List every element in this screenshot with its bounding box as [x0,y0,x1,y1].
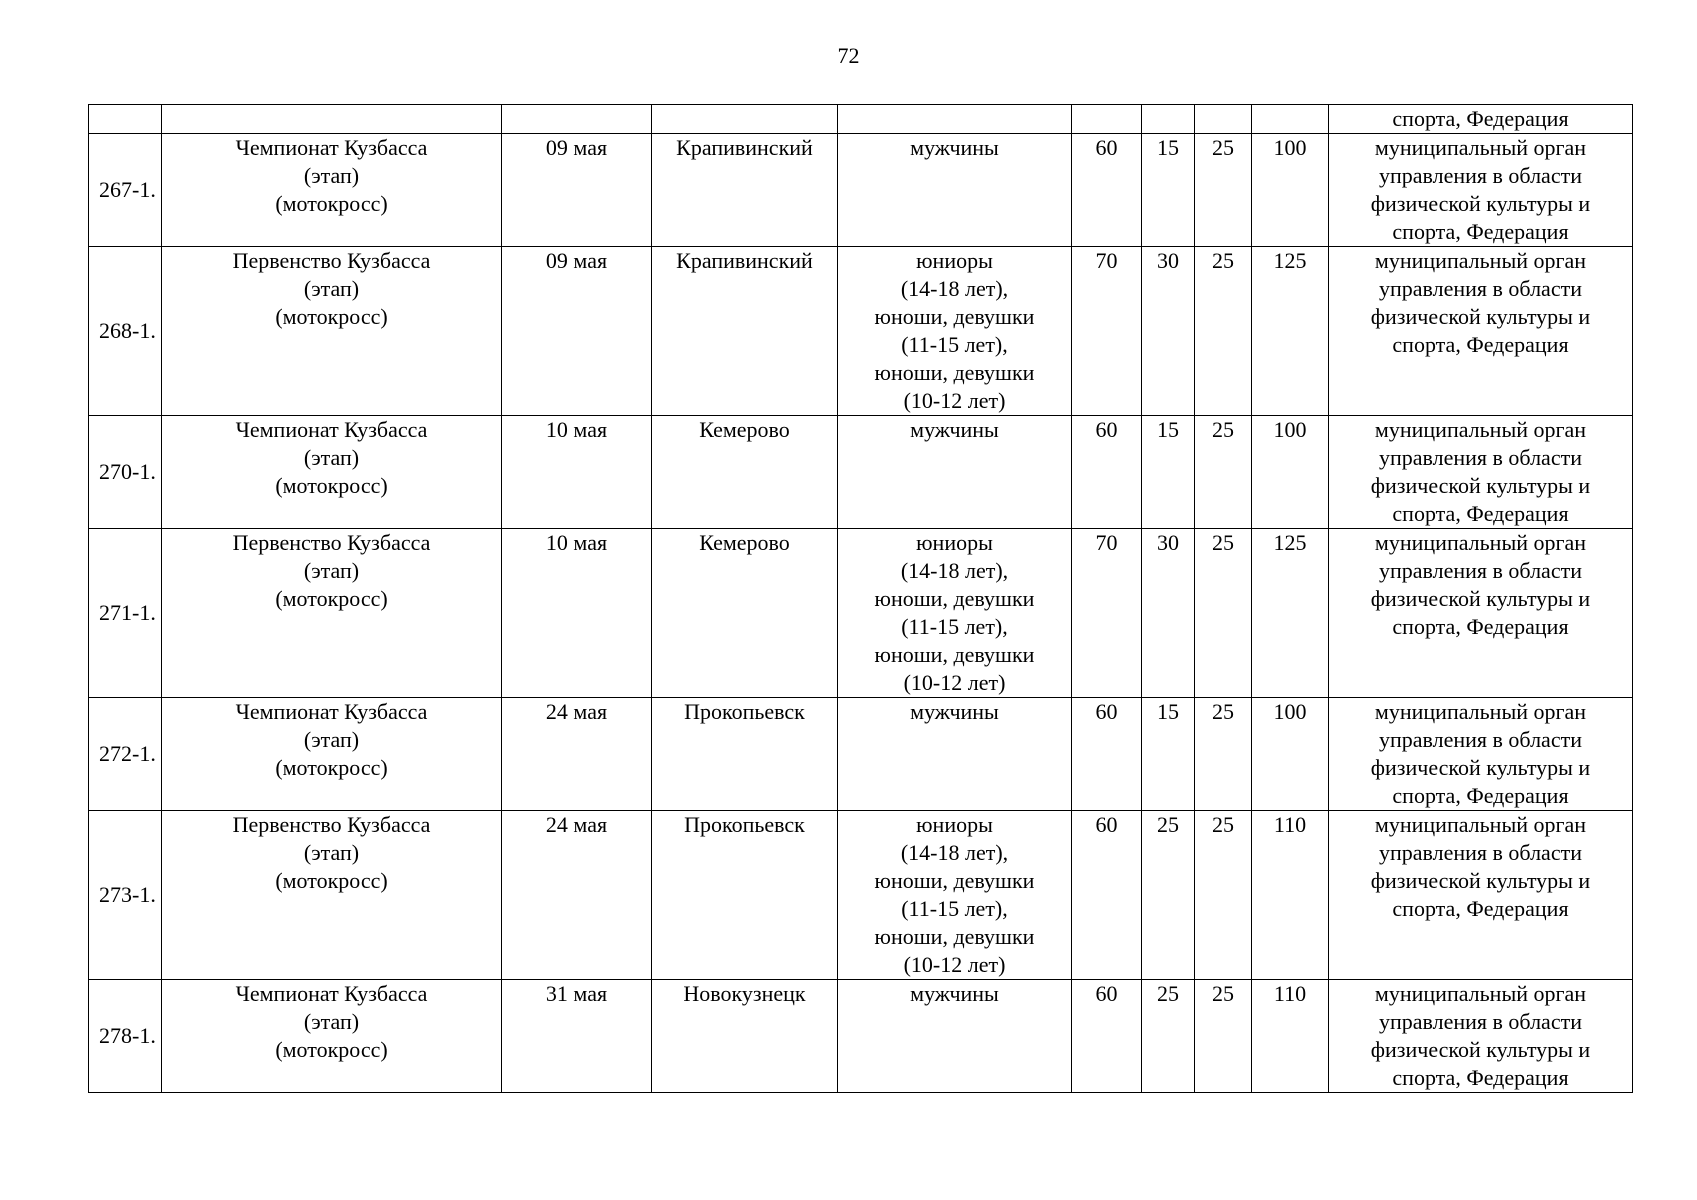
cell-n3: 25 [1195,811,1252,980]
page-number: 72 [837,43,860,68]
cell-category: юниоры (14-18 лет), юноши, девушки (11-15 лет), юноши, девушки (10-12 лет) [838,811,1072,980]
cell-n2: 15 [1142,416,1195,529]
cell-n2: 15 [1142,134,1195,247]
cell-n3: 25 [1195,134,1252,247]
cell-n3: 25 [1195,980,1252,1093]
cell-total: 125 [1252,247,1329,416]
cell-name: Первенство Кузбасса (этап) (мотокросс) [162,247,502,416]
cell-n1: 60 [1072,134,1142,247]
cell-organizer: муниципальный орган управления в области физической культуры и спорта, Федерация [1329,247,1633,416]
cell-n2: 30 [1142,529,1195,698]
cell-n1: 60 [1072,698,1142,811]
table-row [89,811,1633,980]
cell-total: 100 [1252,134,1329,247]
cell-place: Крапивинский [652,247,838,416]
cell-total: 100 [1252,698,1329,811]
cell-organizer: муниципальный орган управления в области физической культуры и спорта, Федерация [1329,811,1633,980]
continuation-row [89,105,1633,134]
cell-n2 [1142,105,1195,134]
cell-category: мужчины [838,980,1072,1093]
cell-organizer: муниципальный орган управления в области физической культуры и спорта, Федерация [1329,698,1633,811]
cell-n3: 25 [1195,416,1252,529]
cell-n2: 15 [1142,698,1195,811]
cell-organizer: муниципальный орган управления в области физической культуры и спорта, Федерация [1329,980,1633,1093]
cell-place: Прокопьевск [652,698,838,811]
table-row [89,529,1633,698]
table-row [89,134,1633,247]
cell-place: Новокузнецк [652,980,838,1093]
cell-category: мужчины [838,698,1072,811]
table-row [89,416,1633,529]
cell-n2: 30 [1142,247,1195,416]
table-row [89,980,1633,1093]
cell-total: 110 [1252,980,1329,1093]
cell-organizer: муниципальный орган управления в области физической культуры и спорта, Федерация [1329,416,1633,529]
cell-number: 270-1. [89,416,162,529]
cell-name: Первенство Кузбасса (этап) (мотокросс) [162,811,502,980]
cell-category: мужчины [838,134,1072,247]
cell-n2: 25 [1142,980,1195,1093]
table-row [89,698,1633,811]
cell-date: 24 мая [502,698,652,811]
cell-total: 100 [1252,416,1329,529]
cell-number: 278-1. [89,980,162,1093]
cell-name: Чемпионат Кузбасса (этап) (мотокросс) [162,980,502,1093]
cell-name: Первенство Кузбасса (этап) (мотокросс) [162,529,502,698]
cell-number: 267-1. [89,134,162,247]
cell-n1: 60 [1072,980,1142,1093]
cell-n3: 25 [1195,529,1252,698]
cell-date: 10 мая [502,416,652,529]
cell-place: Кемерово [652,416,838,529]
cell-n1: 70 [1072,529,1142,698]
cell-date: 31 мая [502,980,652,1093]
cell-organizer: муниципальный орган управления в области физической культуры и спорта, Федерация [1329,529,1633,698]
cell-place: Крапивинский [652,134,838,247]
cell-number: 268-1. [89,247,162,416]
cell-organizer: муниципальный орган управления в области физической культуры и спорта, Федерация [1329,134,1633,247]
cell-name: Чемпионат Кузбасса (этап) (мотокросс) [162,416,502,529]
cell-number: 271-1. [89,529,162,698]
cell-total [1252,105,1329,134]
cell-n3: 25 [1195,698,1252,811]
cell-date: 09 мая [502,247,652,416]
cell-n1: 60 [1072,416,1142,529]
cell-n1 [1072,105,1142,134]
cell-category: мужчины [838,416,1072,529]
cell-n2: 25 [1142,811,1195,980]
cell-total: 125 [1252,529,1329,698]
cell-n3: 25 [1195,247,1252,416]
cell-date [502,105,652,134]
cell-date: 10 мая [502,529,652,698]
cell-n1: 60 [1072,811,1142,980]
cell-category: юниоры (14-18 лет), юноши, девушки (11-15 лет), юноши, девушки (10-12 лет) [838,529,1072,698]
cell-name: Чемпионат Кузбасса (этап) (мотокросс) [162,698,502,811]
cell-date: 09 мая [502,134,652,247]
cell-number [89,105,162,134]
cell-place: Прокопьевск [652,811,838,980]
cell-name: Чемпионат Кузбасса (этап) (мотокросс) [162,134,502,247]
cell-name [162,105,502,134]
events-table [88,104,1633,1093]
cell-place: Кемерово [652,529,838,698]
cell-date: 24 мая [502,811,652,980]
cell-number: 272-1. [89,698,162,811]
table-row [89,247,1633,416]
cell-total: 110 [1252,811,1329,980]
cell-number: 273-1. [89,811,162,980]
cell-category [838,105,1072,134]
cell-organizer: спорта, Федерация [1329,105,1633,134]
cell-n3 [1195,105,1252,134]
cell-place [652,105,838,134]
cell-category: юниоры (14-18 лет), юноши, девушки (11-15 лет), юноши, девушки (10-12 лет) [838,247,1072,416]
cell-n1: 70 [1072,247,1142,416]
